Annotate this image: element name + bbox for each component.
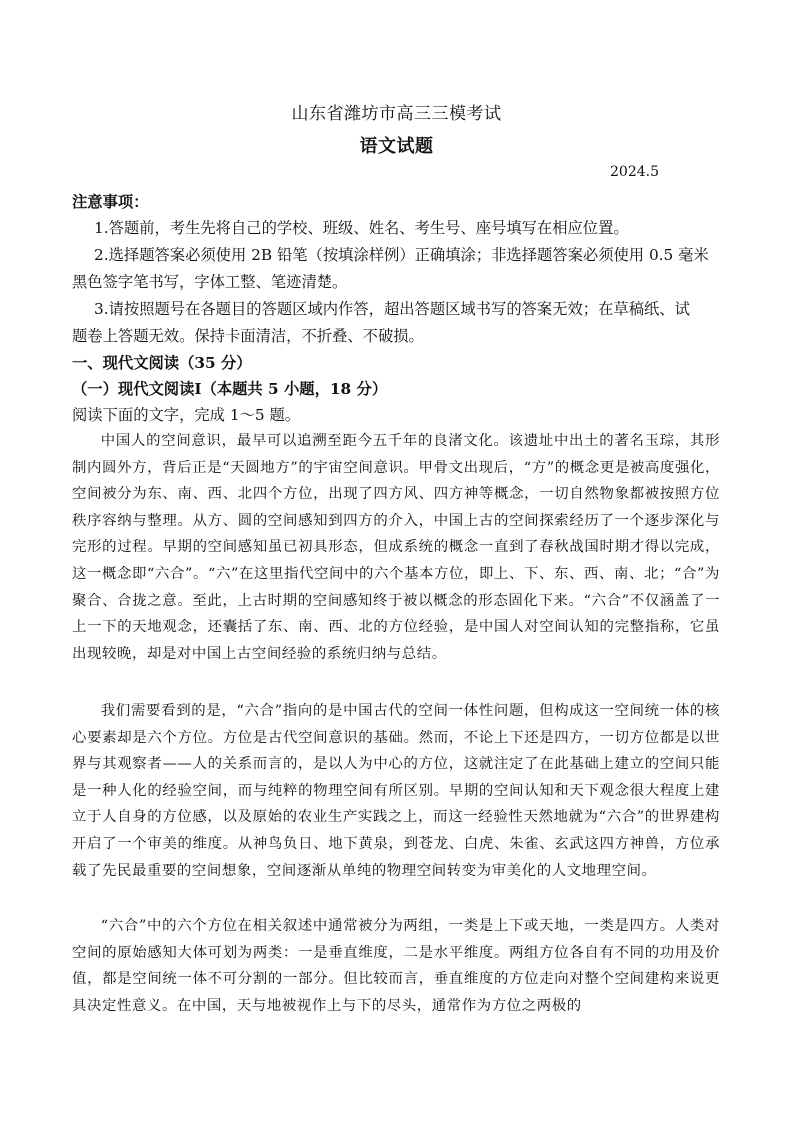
passage-paragraph-3: “六合”中的六个方位在相关叙述中通常被分为两组，一类是上下或天地，一类是四方。人类对空间的原始感知大体可划为两类：一是垂直维度，二是水平维度。两组方位各自有不同的功用及价值，都是空间统一体不可分割的一部分。但比较而言，垂直维度的方位走向对整个空间建构来说更具决定性意义。在中国，天与地被视作上与下的尽头，通常作为方位之两极的 bbox=[72, 918, 720, 1014]
notice-item-1: 1.答题前，考生先将自己的学校、班级、姓名、考生号、座号填写在相应位置。 bbox=[94, 219, 629, 237]
notice-item-2-line-2: 黑色签字笔书写，字体工整、笔迹清楚。 bbox=[72, 273, 348, 291]
notice-item-3-line-2: 题卷上答题无效。保持卡面清洁，不折叠、不破损。 bbox=[72, 327, 424, 345]
exam-subtitle: 语文试题 bbox=[359, 136, 434, 157]
section-heading: 一、现代文阅读（35 分） bbox=[72, 354, 252, 372]
notice-item-2-line-1: 2.选择题答案必须使用 2B 铅笔（按填涂样例）正确填涂；非选择题答案必须使用 0.5 毫米 bbox=[94, 246, 709, 264]
passage-paragraph-2: 我们需要看到的是，“六合”指向的是中国古代的空间一体性问题，但构成这一空间统一体的核心要素却是六个方位。方位是古代空间意识的基础。然而，不论上下还是四方，一切方位都是以世界与其观察者——人的关系而言的，是以人为中心的方位，这就注定了在此基础上建立的空间只能是一种人化的经验空间，而与纯粹的物理空间有所区别。早期的空间认知和天下观念很大程度上建立于人自身的方位感，以及原始的农业生产实践之上，而这一经验性天然地就为“六合”的世界建构开启了一个审美的维度。从神鸟负日、地下黄泉，到苍龙、白虎、朱雀、玄武这四方神兽，方位承载了先民最重要的空间想象，空间逐渐从单纯的物理空间转变为审美化的人文地理空间。 bbox=[72, 703, 720, 879]
reading-instruction: 阅读下面的文字，完成 1～5 题。 bbox=[72, 406, 301, 424]
notice-item-3-line-1: 3.请按照题号在各题目的答题区域内作答，超出答题区域书写的答案无效；在草稿纸、试 bbox=[94, 300, 690, 318]
passage-paragraph-1: 中国人的空间意识，最早可以追溯至距今五千年的良渚文化。该遗址中出土的著名玉琮，其形制内圆外方，背后正是“天圆地方”的宇宙空间意识。甲骨文出现后，“方”的概念更是被高度强化，空间被分为东、南、西、北四个方位，出现了四方风、四方神等概念，一切自然物象都被按照方位秩序容纳与整理。从方、圆的空间感知到四方的介入，中国上古的空间探索经历了一个逐步深化与完形的过程。早期的空间感知虽已初具形态，但成系统的概念一直到了春秋战国时期才得以完成，这一概念即“六合”。“六”在这里指代空间中的六个基本方位，即上、下、东、西、南、北；“合”为聚合、合拢之意。至此，上古时期的空间感知终于被以概念的形态固化下来。“六合”不仅涵盖了一上一下的天地观念，还囊括了东、南、西、北的方位经验，是中国人对空间认知的完整指称，它虽出现较晚，却是对中国上古空间经验的系统归纳与总结。 bbox=[72, 433, 720, 662]
exam-date: 2024.5 bbox=[610, 164, 659, 180]
exam-title: 山东省潍坊市高三三模考试 bbox=[291, 104, 502, 124]
notice-heading: 注意事项： bbox=[72, 193, 149, 211]
section-subheading: （一）现代文阅读Ⅰ（本题共 5 小题，18 分） bbox=[72, 380, 388, 398]
